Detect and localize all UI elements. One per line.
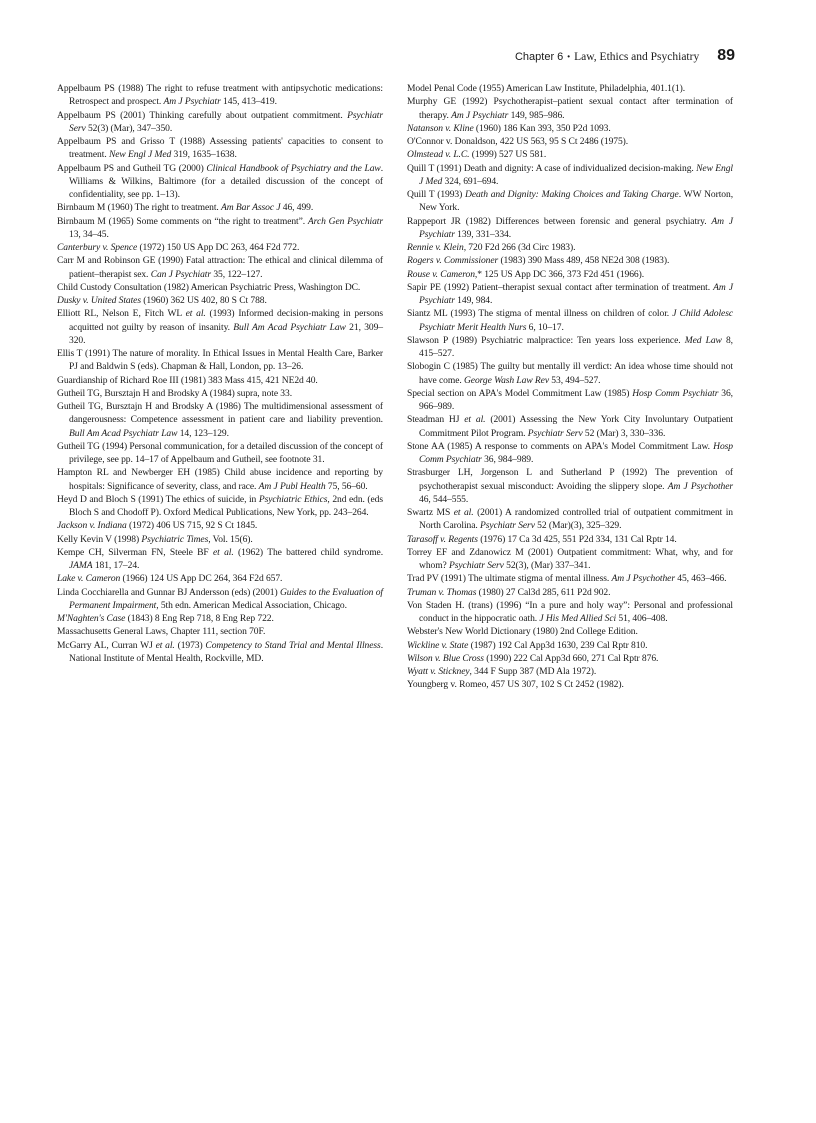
reference-entry [57, 546, 383, 573]
reference-entry [407, 268, 733, 281]
reference-entry [407, 307, 733, 334]
reference-entry [57, 374, 383, 387]
reference-entry [407, 466, 733, 506]
reference-text: Birnbaum M (1960) The right to treatment. [57, 202, 222, 214]
reference-text: (1962) The battered child syndrome. [233, 546, 384, 558]
reference-entry [407, 639, 733, 652]
reference-entry [407, 281, 733, 308]
reference-text: 52 (Mar)(3), 325–329. [534, 520, 622, 532]
reference-text: ,* 125 US App DC 366, 373 F2d 451 (1966). [474, 268, 645, 280]
reference-italic-text: Canterbury v. Spence [57, 242, 138, 253]
reference-text: 181, 17–24. [92, 560, 140, 571]
reference-text: 45, 463–466. [674, 573, 727, 585]
reference-text: Gutheil TG (1994) Personal communication, for a detailed discussion of the concept of privilege, see pp. 14–17 of Appelbaum and Gutheil, see footnote 31. [57, 440, 383, 465]
reference-entry [57, 215, 383, 242]
bullet-separator: • [567, 52, 571, 61]
reference-text: 6, 10–17. [526, 321, 564, 333]
reference-italic-text: Wickline v. State [407, 639, 469, 651]
reference-text: (1980) 27 Cal3d 285, 611 P2d 902. [476, 586, 611, 598]
reference-italic-text: Med Law [684, 334, 722, 346]
reference-text: 149, 984. [454, 295, 493, 306]
page-number: 89 [717, 47, 735, 64]
reference-text: 46, 499. [280, 202, 314, 214]
reference-text: 53, 494–527. [549, 374, 601, 386]
reference-italic-text: Am J Publ Health [258, 480, 326, 492]
reference-entry [407, 334, 733, 361]
reference-text: 149, 985–986. [508, 109, 565, 121]
reference-text: 46, 544–555. [419, 493, 469, 505]
references-column-left [57, 82, 383, 665]
reference-italic-text: Wilson v. Blue Cross [407, 652, 484, 664]
reference-text: Heyd D and Bloch S (1991) The ethics of suicide, in [57, 493, 259, 505]
reference-text: Siantz ML (1993) The stigma of mental illness on children of color. [407, 308, 673, 320]
reference-text: Youngberg v. Romeo, 457 US 307, 102 S Ct 2452 (1982). [407, 679, 624, 691]
reference-italic-text: et al. [213, 546, 234, 558]
reference-entry [407, 135, 733, 148]
reference-italic-text: Competency to Stand Trial and Mental Illness [205, 639, 381, 651]
reference-text: (1960) 186 Kan 393, 350 P2d 1093. [473, 122, 611, 134]
reference-italic-text: Bull Am Acad Psychiatr Law [69, 427, 178, 439]
reference-italic-text: New Engl J Med [419, 162, 733, 187]
reference-entry [407, 387, 733, 414]
reference-entry [57, 440, 383, 467]
reference-italic-text: Psychiatric Ethics [258, 493, 328, 505]
reference-entry [407, 215, 733, 242]
reference-entry [57, 533, 383, 546]
reference-text: Child Custody Consultation (1982) American Psychiatric Press, Washington DC. [57, 281, 361, 293]
reference-italic-text: M'Naghten's Case [57, 613, 126, 624]
reference-italic-text: Am J Psychother [611, 573, 675, 585]
reference-entry [407, 440, 733, 467]
reference-text: Kelly Kevin V (1998) [57, 533, 142, 545]
reference-italic-text: Am J Psychiatr [451, 109, 509, 121]
section-title: Law, Ethics and Psychiatry [574, 51, 700, 63]
reference-italic-text: Psychiatr Serv [527, 427, 583, 439]
reference-entry [57, 612, 383, 625]
reference-italic-text: Rennie v. Klein [407, 242, 464, 253]
reference-italic-text: Natanson v. Kline [407, 122, 474, 134]
reference-italic-text: Hosp Comm Psychiatr [632, 387, 719, 399]
reference-entry [57, 294, 383, 307]
reference-text: Quill T (1991) Death and dignity: A case of individualized decision-making. [407, 162, 697, 174]
reference-text: . Williams & Wilkins, Baltimore (for a detailed discussion of the concept of confidentiality, see pp. 1–13). [69, 162, 383, 200]
reference-italic-text: Jackson v. Indiana [57, 520, 127, 532]
reference-text: (1966) 124 US App DC 264, 364 F2d 657. [120, 573, 283, 585]
reference-text: 145, 413–419. [220, 96, 277, 108]
reference-italic-text: Psychiatr Serv [69, 109, 383, 134]
running-header [515, 47, 735, 67]
reference-italic-text: Am J Psychiatr [163, 96, 221, 108]
reference-entry [407, 241, 733, 254]
reference-italic-text: et al. [155, 639, 175, 651]
reference-text: , Vol. 15(6). [208, 533, 253, 545]
reference-entry [407, 586, 733, 599]
reference-entry [57, 109, 383, 136]
reference-entry [57, 639, 383, 666]
reference-text: (1972) 406 US 715, 92 S Ct 1845. [126, 520, 258, 532]
reference-text: O'Connor v. Donaldson, 422 US 563, 95 S Ct 2486 (1975). [407, 136, 629, 147]
references-column-right [407, 82, 733, 692]
reference-entry [407, 599, 733, 626]
reference-text: Appelbaum PS (2001) Thinking carefully about outpatient commitment. [57, 109, 348, 121]
reference-text: , 2nd edn. (eds Bloch S and Chodoff P). Oxford Medical Publications, New York, pp. 243–264. [69, 493, 384, 518]
reference-text: 52 (Mar) 3, 330–336. [582, 427, 666, 439]
reference-italic-text: George Wash Law Rev [463, 374, 549, 386]
reference-text: McGarry AL, Curran WJ [57, 639, 156, 651]
reference-text: Slawson P (1989) Psychiatric malpractice: Ten years loss experience. [407, 334, 685, 346]
reference-text: Linda Cocchiarella and Gunnar BJ Andersson (eds) (2001) [57, 586, 280, 598]
reference-text: , 5th edn. American Medical Association, Chicago. [156, 599, 347, 611]
reference-text: 52(3), (Mar) 337–341. [503, 560, 591, 571]
reference-entry [407, 665, 733, 678]
reference-entry [57, 400, 383, 440]
reference-entry [57, 466, 383, 493]
reference-entry [407, 95, 733, 122]
reference-text: (1973) [174, 639, 206, 651]
reference-text: 13, 34–45. [69, 228, 109, 240]
reference-italic-text: J His Med Allied Sci [539, 613, 617, 624]
reference-text: Kempe CH, Silverman FN, Steele BF [57, 546, 213, 558]
reference-entry [407, 625, 733, 638]
reference-italic-text: Tarasoff v. Regents [407, 533, 478, 545]
reference-text: Birnbaum M (1965) Some comments on “the right to treatment”. [57, 215, 308, 227]
reference-text: Trad PV (1991) The ultimate stigma of mental illness. [407, 573, 612, 585]
reference-entry [407, 533, 733, 546]
reference-entry [407, 360, 733, 387]
reference-entry [407, 188, 733, 215]
reference-italic-text: Guides to the Evaluation of Permanent Impairment [69, 586, 384, 611]
reference-italic-text: Am J Psychother [667, 480, 733, 492]
reference-entry [407, 254, 733, 267]
reference-entry [407, 413, 733, 440]
chapter-label: Chapter 6 [514, 51, 564, 63]
reference-italic-text: Am Bar Assoc J [221, 202, 281, 214]
reference-italic-text: Psychiatr Serv [449, 560, 504, 571]
reference-text: Appelbaum PS and Grisso T (1988) Assessing patients' capacities to consent to treatment. [57, 136, 383, 161]
reference-italic-text: Death and Dignity: Making Choices and Taking Charge [465, 189, 679, 200]
reference-text: Carr M and Robinson GE (1990) Fatal attraction: The ethical and clinical dilemma of patient–therapist sex. [57, 255, 383, 280]
reference-text: 319, 1635–1638. [171, 149, 237, 161]
reference-text: Steadman HJ [407, 414, 465, 426]
reference-text: (1976) 17 Ca 3d 425, 551 P2d 334, 131 Cal Rptr 14. [477, 533, 677, 545]
reference-text: (1999) 527 US 581. [469, 149, 547, 161]
reference-text: (2001) A randomized controlled trial of outpatient commitment in North Carolina. [419, 507, 733, 532]
reference-text: (1983) 390 Mass 489, 458 NE2d 308 (1983). [498, 255, 670, 267]
reference-text: (2001) Assessing the New York City Involuntary Outpatient Commitment Pilot Program. [419, 414, 734, 439]
reference-text: Appelbaum PS and Gutheil TG (2000) [57, 162, 207, 174]
reference-italic-text: Am J Psychiatr [419, 281, 734, 306]
reference-entry [57, 347, 383, 374]
reference-text: Appelbaum PS (1988) The right to refuse treatment with antipsychotic medications: Retrospect and prospect. [57, 83, 383, 108]
reference-text: 14, 123–129. [177, 427, 229, 439]
reference-italic-text: Wyatt v. Stickney [407, 666, 470, 677]
reference-text: (1993) Informed decision-making in persons acquitted not guilty by reason of insanity. [69, 308, 383, 333]
reference-text: Sapir PE (1992) Patient–therapist sexual contact after termination of treatment. [407, 281, 714, 293]
reference-italic-text: Can J Psychiatr [150, 268, 212, 280]
reference-text: Hampton RL and Newberger EH (1985) Child abuse incidence and reporting by hospitals: Significance of severity, class, and race. [57, 467, 383, 492]
reference-text: Special section on APA's Model Commitment Law (1985) [407, 387, 633, 399]
reference-entry [407, 506, 733, 533]
reference-text: 324, 691–694. [442, 175, 499, 187]
reference-italic-text: Dusky v. United States [57, 295, 141, 306]
reference-italic-text: Am J Psychiatr [419, 215, 733, 240]
reference-entry [407, 652, 733, 665]
reference-text: Stone AA (1985) A response to comments on APA's Model Commitment Law. [407, 440, 714, 452]
reference-italic-text: Clinical Handbook of Psychiatry and the Law [206, 162, 381, 174]
reference-italic-text: JAMA [69, 560, 93, 571]
reference-text: Gutheil TG, Bursztajn H and Brodsky A (1984) supra, note 33. [57, 387, 292, 399]
reference-entry [407, 148, 733, 161]
reference-entry [407, 678, 733, 691]
reference-entry [57, 625, 383, 638]
reference-text: Webster's New World Dictionary (1980) 2nd College Edition. [407, 626, 638, 638]
reference-entry [407, 122, 733, 135]
reference-text: . WW Norton, New York. [419, 189, 733, 214]
reference-text: (1843) 8 Eng Rep 718, 8 Eng Rep 722. [125, 613, 274, 624]
reference-text: Swartz MS [407, 507, 454, 518]
reference-entry [407, 546, 733, 573]
reference-text: 51, 406–408. [616, 613, 668, 624]
reference-text: 21, 309–320. [69, 321, 383, 346]
reference-text: 75, 56–60. [325, 480, 368, 492]
reference-text: Gutheil TG, Bursztajn H and Brodsky A (1986) The multidimensional assessment of dangerousness: Competence assessment in patient care and liability prevention. [57, 401, 383, 426]
reference-text: Von Staden H. (trans) (1996) “In a pure and holy way”: Personal and professional conduct in the hippocratic oath. [407, 599, 733, 624]
reference-text: Guardianship of Richard Roe III (1981) 383 Mass 415, 421 NE2d 40. [57, 374, 318, 386]
reference-italic-text: Lake v. Cameron [57, 573, 121, 585]
reference-text: (1972) 150 US App DC 263, 464 F2d 772. [137, 242, 300, 253]
reference-italic-text: Arch Gen Psychiatr [307, 215, 383, 227]
reference-text: (1987) 192 Cal App3d 1630, 239 Cal Rptr 810. [468, 639, 648, 651]
reference-text: 139, 331–334. [454, 228, 512, 240]
reference-text: Strasburger LH, Jorgenson L and Sutherland P (1992) The prevention of psychotherapist sexual misconduct: Avoiding the slippery slope. [407, 467, 733, 492]
reference-text: Ellis T (1991) The nature of morality. In Ethical Issues in Mental Health Care, Barker PJ and Baldwin S (eds). Chapman & Hall, London, pp. 13–26. [57, 348, 383, 373]
reference-text: (1990) 222 Cal App3d 660, 271 Cal Rptr 876. [483, 652, 659, 664]
reference-italic-text: Bull Am Acad Psychiatr Law [233, 321, 346, 333]
reference-text: Rappeport JR (1982) Differences between forensic and general psychiatry. [407, 215, 712, 227]
reference-text: Quill T (1993) [407, 189, 465, 200]
reference-text: 8, 415–527. [419, 334, 733, 359]
reference-entry [57, 387, 383, 400]
reference-entry [57, 254, 383, 281]
reference-italic-text: et al. [453, 507, 474, 518]
reference-text: 36, 966–989. [419, 387, 733, 412]
reference-entry [57, 135, 383, 162]
reference-italic-text: Psychiatric Times [141, 533, 209, 545]
reference-entry [407, 162, 733, 189]
reference-italic-text: Psychiatr Serv [480, 520, 535, 532]
reference-text: , 344 F Supp 387 (MD Ala 1972). [469, 666, 597, 677]
reference-text: Torrey EF and Zdanowicz M (2001) Outpatient commitment: What, why, and for whom? [407, 546, 733, 571]
reference-text: Slobogin C (1985) The guilty but mentally ill verdict: An idea whose time should not have come. [407, 361, 733, 386]
reference-italic-text: J Child Adolesc Psychiatr Merit Health Nurs [419, 308, 733, 333]
reference-entry [57, 281, 383, 294]
reference-entry [407, 572, 733, 585]
reference-italic-text: Truman v. Thomas [407, 586, 477, 598]
reference-text: 36, 984–989. [481, 454, 534, 465]
reference-text: 35, 122–127. [211, 268, 263, 280]
reference-text: (1960) 362 US 402, 80 S Ct 788. [140, 295, 267, 306]
reference-italic-text: New Engl J Med [108, 149, 172, 161]
reference-text: . National Institute of Mental Health, Rockville, MD. [69, 639, 383, 664]
reference-entry [57, 82, 383, 109]
reference-entry [57, 162, 383, 202]
reference-entry [57, 493, 383, 520]
reference-italic-text: et al. [185, 308, 206, 320]
reference-italic-text: Olmstead v. L.C. [407, 149, 470, 161]
reference-text: , 720 F2d 266 (3d Circ 1983). [463, 242, 576, 253]
reference-entry [57, 201, 383, 214]
reference-italic-text: et al. [464, 414, 486, 426]
reference-entry [407, 82, 733, 95]
reference-text: Massachusetts General Laws, Chapter 111, section 70F. [57, 626, 266, 638]
reference-entry [57, 572, 383, 585]
reference-text: Elliott RL, Nelson E, Fitch WL [57, 308, 186, 320]
reference-text: Model Penal Code (1955) American Law Institute, Philadelphia, 401.1(1). [407, 83, 686, 94]
reference-entry [57, 241, 383, 254]
reference-italic-text: Hosp Comm Psychiatr [419, 440, 733, 465]
reference-text: 52(3) (Mar), 347–350. [85, 122, 173, 134]
reference-text: Murphy GE (1992) Psychotherapist–patient sexual contact after termination of therapy. [407, 96, 733, 121]
reference-entry [57, 519, 383, 532]
reference-entry [57, 586, 383, 613]
reference-entry [57, 307, 383, 347]
reference-italic-text: Rouse v. Cameron [407, 268, 475, 280]
reference-italic-text: Rogers v. Commissioner [407, 255, 499, 267]
